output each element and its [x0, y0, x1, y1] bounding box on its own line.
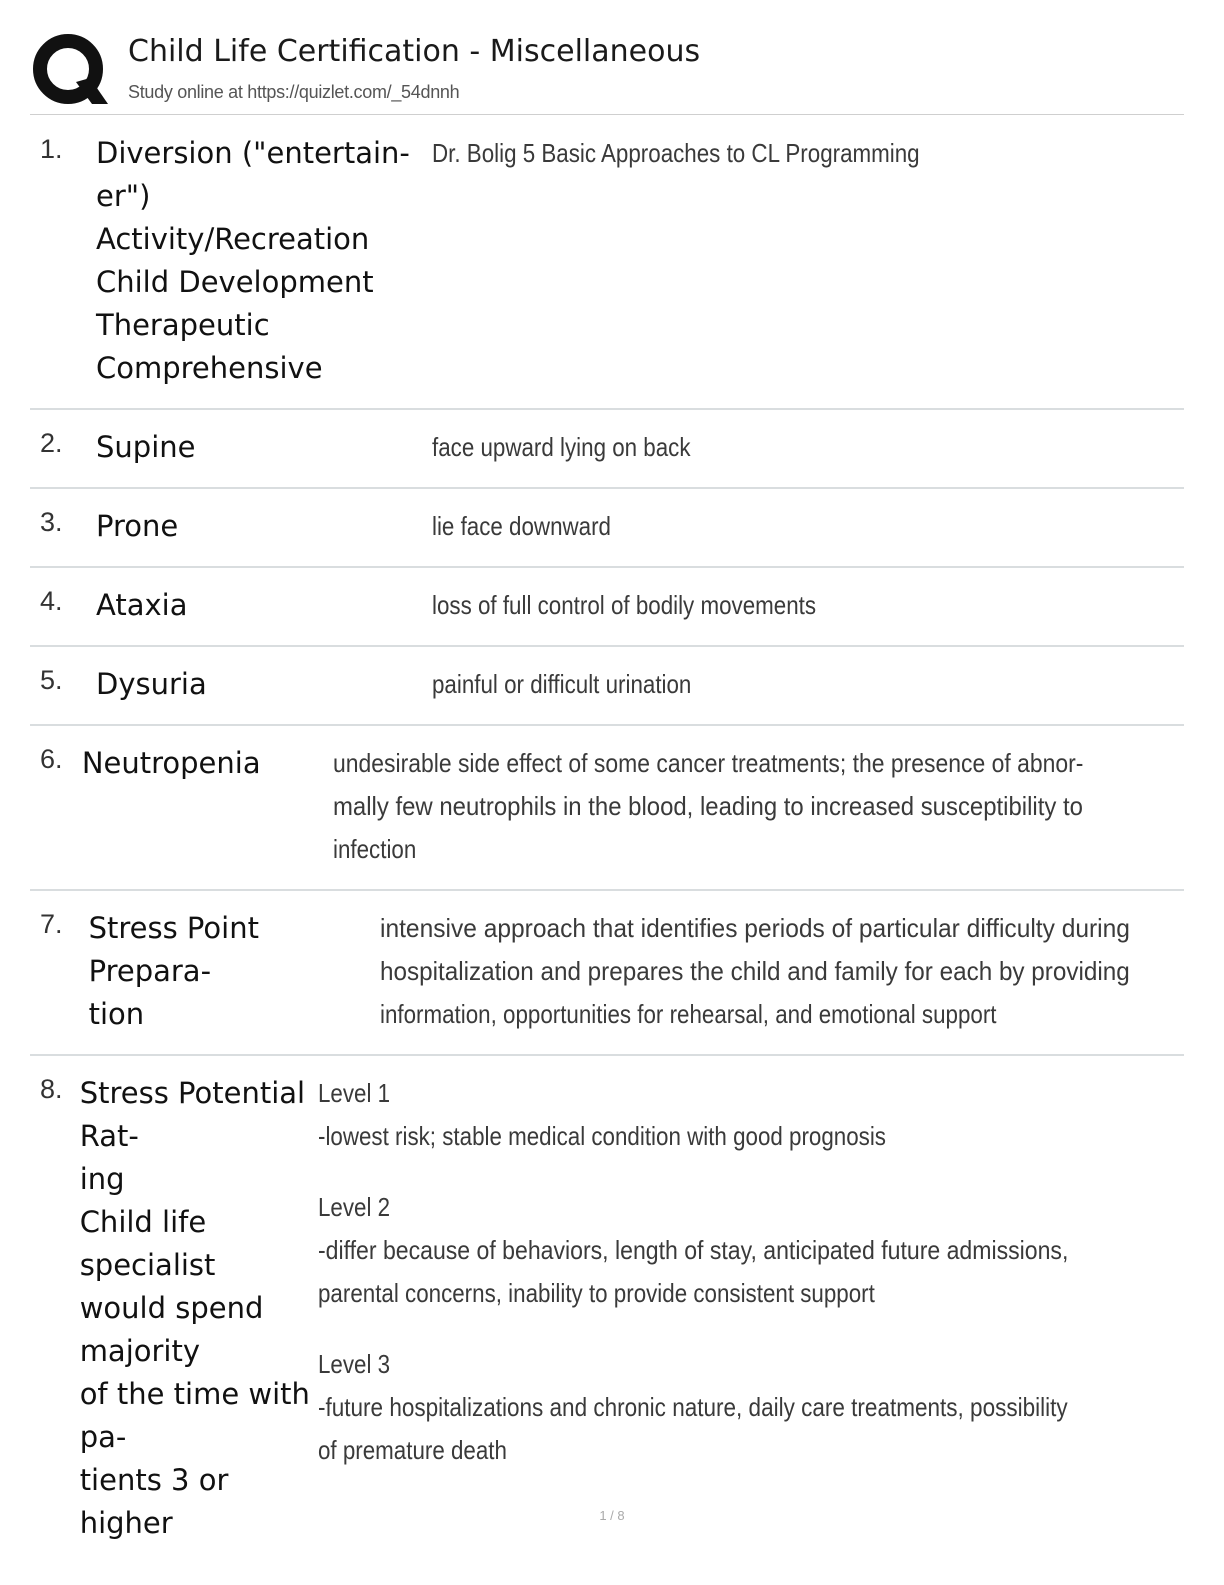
definition-line: Dr. Bolig 5 Basic Approaches to CL Programming	[432, 138, 920, 168]
definition-line: of premature death	[318, 1435, 508, 1465]
document-title: Child Life Certification - Miscellaneous	[128, 34, 701, 69]
card-number: 7.	[40, 909, 63, 939]
card-term	[96, 663, 430, 706]
card-number: 3.	[40, 507, 63, 537]
card-definition	[331, 742, 1184, 871]
term-line: tion	[88, 997, 145, 1031]
card-definition	[378, 907, 1184, 1036]
card-number: 8.	[40, 1074, 63, 1104]
term-line: Supine	[96, 430, 196, 464]
definition-line: infection	[333, 834, 417, 864]
card-number: 4.	[40, 586, 63, 616]
card-term	[96, 505, 430, 548]
card-term	[96, 584, 430, 627]
definition-line: face upward lying on back	[432, 432, 691, 462]
definition-line: Level 2	[318, 1192, 391, 1222]
definition-line: loss of full control of bodily movements	[432, 590, 817, 620]
card-definition	[316, 1072, 1184, 1545]
card-number: 6.	[40, 744, 63, 774]
term-line: Stress Point Prepara-	[88, 911, 259, 988]
card-definition	[430, 132, 1184, 390]
flashcard-row	[30, 489, 1184, 568]
card-number: 2.	[40, 428, 63, 458]
flashcard-row	[30, 568, 1184, 647]
definition-line: painful or difficult urination	[432, 669, 692, 699]
card-term	[82, 742, 331, 871]
term-line: Therapeutic	[96, 308, 270, 342]
flashcard-row	[30, 726, 1184, 891]
term-line: er")	[96, 179, 151, 213]
definition-spacer	[318, 1158, 1184, 1186]
term-line: Activity/Recreation	[96, 222, 370, 256]
definition-line: parental concerns, inability to provide consistent support	[318, 1278, 876, 1308]
term-line: Dysuria	[96, 667, 207, 701]
term-line: Ataxia	[96, 588, 188, 622]
definition-line: undesirable side effect of some cancer treatments; the presence of abnor-	[333, 748, 1084, 778]
quizlet-logo-icon	[32, 32, 108, 108]
term-line: Stress Potential Rat-	[79, 1076, 306, 1153]
term-line: Child Development	[96, 265, 374, 299]
term-line: Diversion ("entertain-	[96, 136, 410, 170]
flashcard-list	[30, 116, 1184, 1585]
definition-line: -differ because of behaviors, length of stay, anticipated future admissions,	[318, 1235, 1069, 1265]
flashcard-row	[30, 410, 1184, 489]
flashcard-row	[30, 1056, 1184, 1585]
card-term	[96, 132, 430, 390]
flashcard-row	[30, 647, 1184, 726]
definition-line: mally few neutrophils in the blood, leading to increased susceptibility to	[333, 791, 1084, 821]
term-line: tients 3 or higher	[79, 1463, 229, 1540]
definition-line: information, opportunities for rehearsal, and emotional support	[380, 999, 997, 1029]
definition-line: Level 1	[318, 1078, 391, 1108]
term-line: Comprehensive	[96, 351, 323, 385]
definition-line: -lowest risk; stable medical condition with good prognosis	[318, 1121, 887, 1151]
card-definition	[430, 663, 1184, 706]
card-term	[96, 426, 430, 469]
card-definition	[430, 505, 1184, 548]
term-line: Child life specialist	[79, 1205, 216, 1282]
card-term	[89, 907, 379, 1036]
term-line: would spend majority	[79, 1291, 264, 1368]
card-number: 1.	[40, 134, 63, 164]
definition-line: lie face downward	[432, 511, 611, 541]
term-line: of the time with pa-	[79, 1377, 310, 1454]
definition-line: hospitalization and prepares the child and family for each by providing	[380, 956, 1131, 986]
flashcard-row	[30, 116, 1184, 410]
term-line: Neutropenia	[81, 746, 261, 780]
term-line: ing	[79, 1162, 125, 1196]
card-term	[80, 1072, 317, 1545]
definition-line: -future hospitalizations and chronic nature, daily care treatments, possibility	[318, 1392, 1069, 1422]
card-number: 5.	[40, 665, 63, 695]
term-line: Prone	[96, 509, 179, 543]
definition-spacer	[318, 1315, 1184, 1343]
flashcard-row	[30, 891, 1184, 1056]
document-header	[30, 28, 1184, 115]
card-definition	[430, 584, 1184, 627]
card-definition	[430, 426, 1184, 469]
definition-line: intensive approach that identifies periods of particular difficulty during	[380, 913, 1131, 943]
page-number: 1 / 8	[599, 1508, 625, 1523]
definition-line: Level 3	[318, 1349, 391, 1379]
study-online-link[interactable]: Study online at https://quizlet.com/_54dnnh	[128, 82, 460, 102]
